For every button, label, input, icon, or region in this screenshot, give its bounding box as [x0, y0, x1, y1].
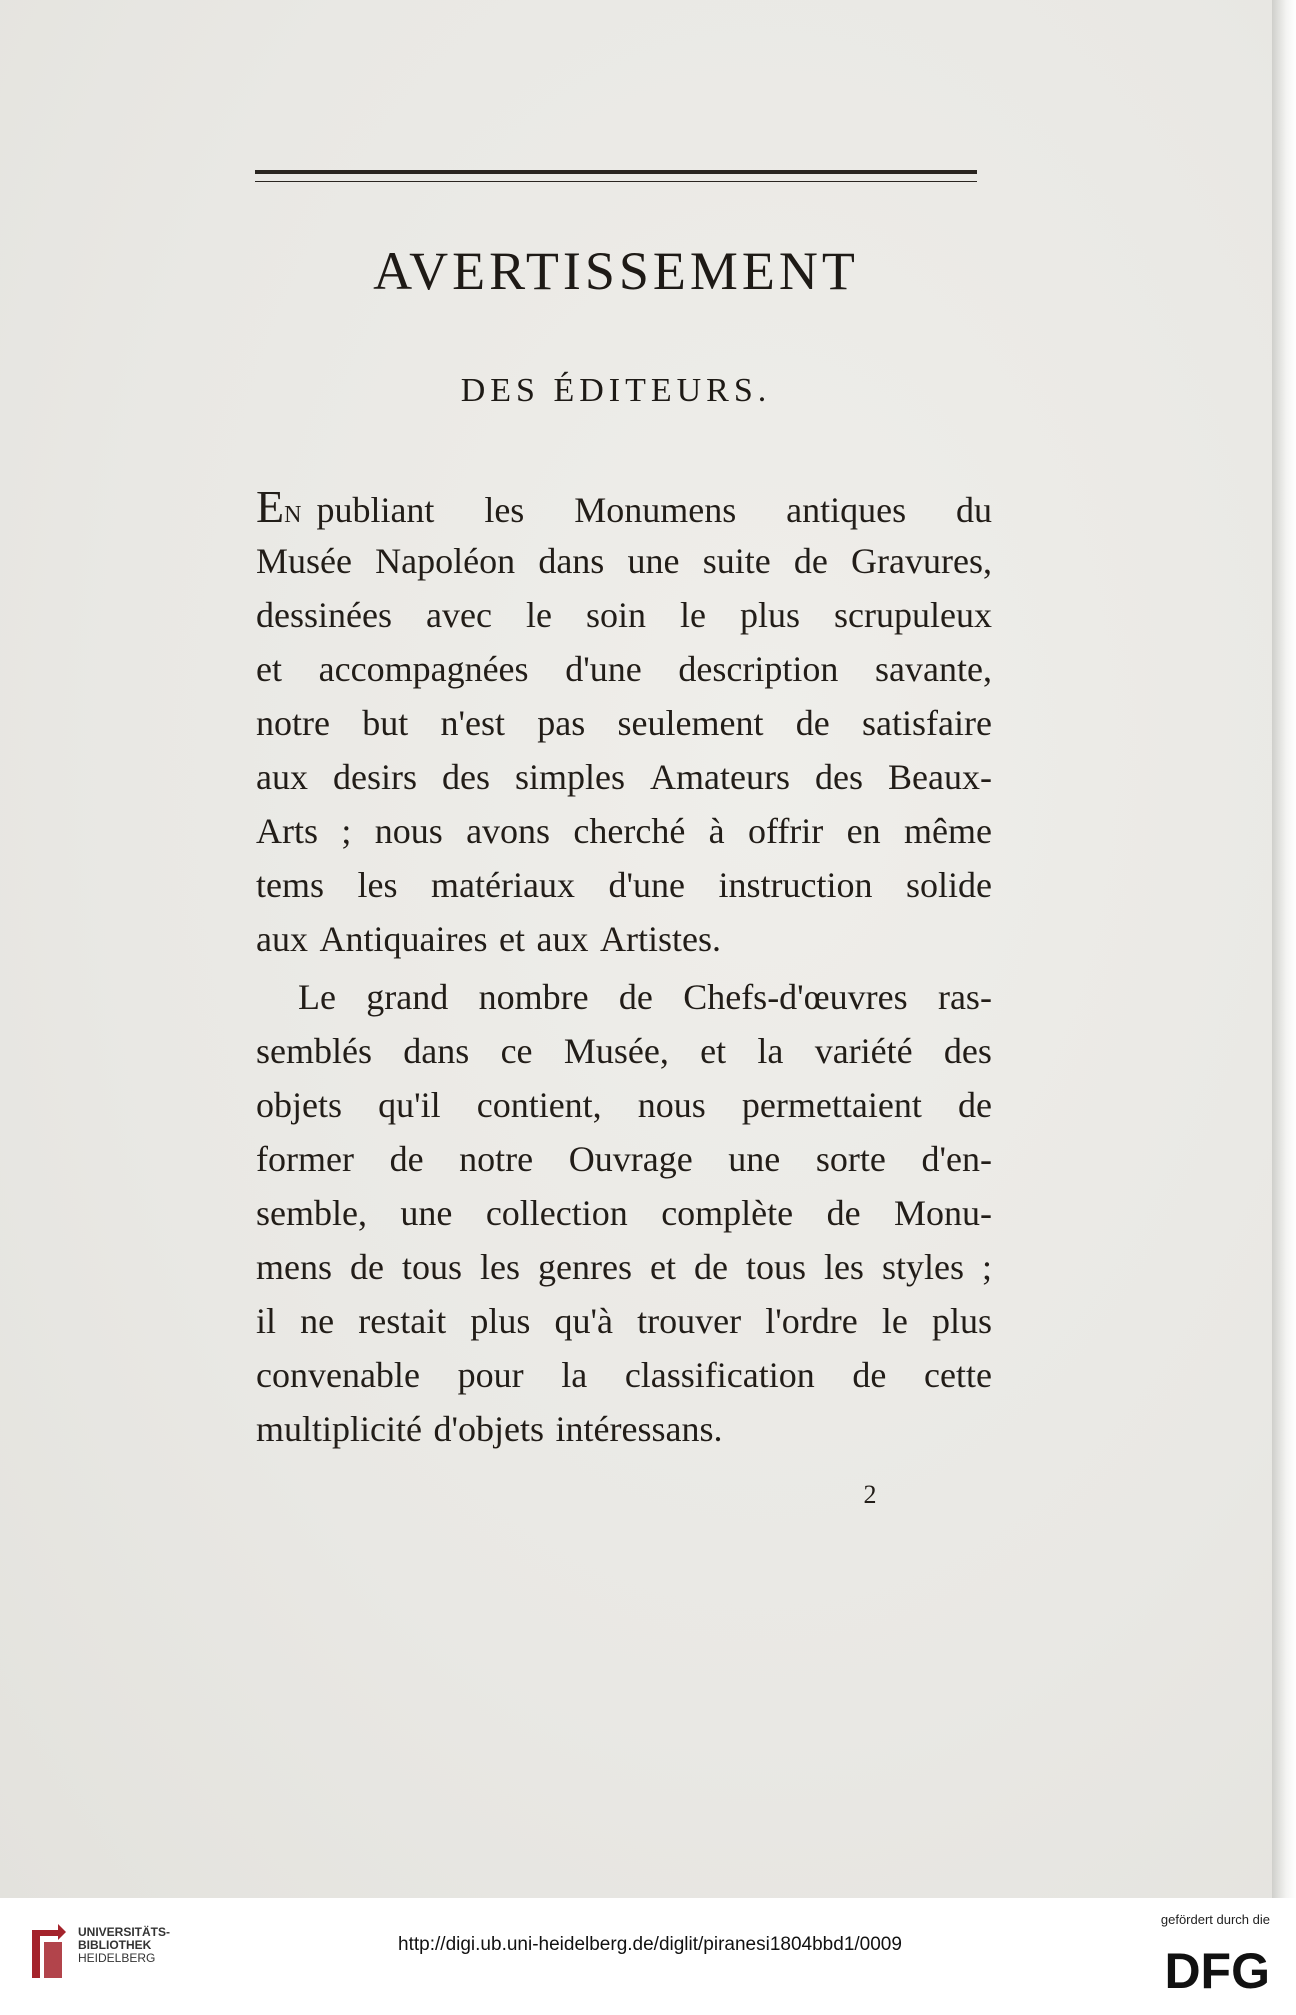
text-line	[256, 480, 992, 534]
text-line	[256, 588, 992, 642]
word: genres	[538, 1247, 632, 1287]
library-name	[78, 1926, 170, 1965]
text-line	[256, 1348, 992, 1402]
word: ce	[500, 1031, 533, 1071]
word: collection	[485, 1193, 628, 1233]
word: restait	[358, 1301, 447, 1341]
word: soin	[585, 595, 646, 635]
word: ras-	[937, 977, 992, 1017]
word: variété	[814, 1031, 913, 1071]
word: plus	[739, 595, 800, 635]
word: Monumens	[574, 490, 737, 530]
word: publiant	[316, 490, 435, 530]
text-line	[256, 750, 992, 804]
word: des	[441, 757, 490, 797]
word: notre	[459, 1139, 534, 1179]
word: offrir	[747, 811, 824, 851]
word: Arts	[256, 811, 318, 851]
word: scrupuleux	[834, 595, 992, 635]
text-line	[256, 912, 992, 966]
university-logo-icon	[28, 1922, 70, 1982]
word: matériaux	[431, 865, 575, 905]
word: d'objets	[433, 1409, 544, 1449]
word: de	[826, 1193, 861, 1233]
word: tous	[401, 1247, 462, 1287]
word: il	[256, 1301, 277, 1341]
word: une	[627, 541, 680, 581]
word: styles	[881, 1247, 964, 1287]
body-text	[256, 480, 992, 1456]
word: pour	[457, 1355, 524, 1395]
word: dans	[538, 541, 605, 581]
word: antiques	[786, 490, 907, 530]
word: d'en-	[921, 1139, 992, 1179]
word: qu'à	[554, 1301, 614, 1341]
text-line	[256, 1024, 992, 1078]
word: l'ordre	[765, 1301, 858, 1341]
text-line	[256, 858, 992, 912]
word: Ouvrage	[568, 1139, 693, 1179]
header-rule-thin	[255, 181, 977, 182]
word: Amateurs	[650, 757, 790, 797]
text-line	[256, 1402, 992, 1456]
word: Artistes.	[599, 919, 721, 959]
library-name-line: UNIVERSITÄTS-	[78, 1925, 171, 1939]
word: la	[757, 1031, 784, 1071]
header-rule-thick	[255, 170, 977, 174]
word: instruction	[718, 865, 873, 905]
word: de	[350, 1247, 384, 1287]
word: cherché	[573, 811, 686, 851]
word: plus	[931, 1301, 992, 1341]
word: les	[357, 865, 398, 905]
word: description	[678, 649, 839, 689]
word: former	[256, 1139, 354, 1179]
word: mens	[256, 1247, 332, 1287]
word: nous	[374, 811, 443, 851]
word: ;	[981, 1247, 992, 1287]
word: d'une	[608, 865, 685, 905]
word: de	[957, 1085, 992, 1125]
word: pas	[537, 703, 586, 743]
word: de	[693, 1247, 728, 1287]
word: desirs	[332, 757, 417, 797]
word: semble,	[256, 1193, 367, 1233]
word: ;	[341, 811, 352, 851]
word: dans	[403, 1031, 470, 1071]
library-name-line: HEIDELBERG	[78, 1951, 156, 1965]
word: et	[700, 1031, 727, 1071]
word: contient,	[476, 1085, 602, 1125]
word: objets	[256, 1085, 342, 1125]
word: Chefs-d'œuvres	[683, 977, 908, 1017]
word: de	[852, 1355, 887, 1395]
text-line	[256, 642, 992, 696]
word: Napoléon	[375, 541, 516, 581]
word: Le	[298, 977, 336, 1017]
word: le	[679, 595, 706, 635]
word: d'une	[565, 649, 642, 689]
word: les	[823, 1247, 864, 1287]
word: grand	[366, 977, 449, 1017]
word: satisfaire	[862, 703, 992, 743]
word: semblés	[256, 1031, 372, 1071]
word: de	[795, 703, 830, 743]
word: la	[561, 1355, 588, 1395]
word: simples	[514, 757, 625, 797]
word: aux	[536, 919, 589, 959]
word: le	[881, 1301, 908, 1341]
word: avec	[425, 595, 492, 635]
text-line	[256, 1294, 992, 1348]
small-caps: N	[284, 502, 303, 528]
word: accompagnées	[318, 649, 529, 689]
word: et	[256, 649, 282, 689]
word: Musée	[256, 541, 352, 581]
dfg-logo-icon	[1136, 1946, 1270, 1994]
word: plus	[470, 1301, 531, 1341]
word: solide	[905, 865, 992, 905]
word: dessinées	[256, 595, 392, 635]
text-line	[256, 534, 992, 588]
word: avons	[466, 811, 551, 851]
word: sorte	[815, 1139, 886, 1179]
word: aux	[256, 757, 308, 797]
word: savante,	[875, 649, 992, 689]
word: tous	[745, 1247, 806, 1287]
word: notre	[256, 703, 330, 743]
word: qu'il	[378, 1085, 441, 1125]
word: des	[814, 757, 863, 797]
word: les	[484, 490, 525, 530]
word: les	[480, 1247, 520, 1287]
word: cette	[924, 1355, 992, 1395]
word: tems	[256, 865, 324, 905]
word: de	[793, 541, 828, 581]
word: Beaux-	[887, 757, 992, 797]
word: même	[903, 811, 992, 851]
word: Musée,	[563, 1031, 669, 1071]
word: permettaient	[741, 1085, 922, 1125]
word: Antiquaires	[319, 919, 488, 959]
text-line	[256, 1078, 992, 1132]
word: but	[362, 703, 409, 743]
page-title: AVERTISSEMENT	[373, 241, 859, 301]
word: multiplicité	[256, 1409, 422, 1449]
word: du	[955, 490, 992, 530]
text-line-rest	[316, 483, 992, 537]
text-line	[256, 1132, 992, 1186]
word: à	[708, 811, 725, 851]
word: complète	[661, 1193, 794, 1233]
text-line	[256, 1240, 992, 1294]
page-edge	[1272, 0, 1296, 1898]
word: aux	[256, 919, 308, 959]
word: le	[525, 595, 552, 635]
word: de	[618, 977, 653, 1017]
text-line	[256, 804, 992, 858]
drop-cap: E	[256, 481, 285, 532]
word: ne	[300, 1301, 335, 1341]
word: trouver	[637, 1301, 742, 1341]
word: et	[649, 1247, 676, 1287]
word: Gravures,	[851, 541, 992, 581]
word: en	[846, 811, 881, 851]
word: n'est	[440, 703, 505, 743]
word: suite	[702, 541, 771, 581]
word: de	[389, 1139, 424, 1179]
text-line	[256, 970, 992, 1024]
funding-caption: gefördert durch die	[1160, 1912, 1270, 1927]
word: Monu-	[893, 1193, 992, 1233]
dfg-logo-text: DFG	[1164, 1946, 1270, 1994]
word: classification	[624, 1355, 815, 1395]
footer-bar	[0, 1898, 1296, 2015]
text-line	[256, 1186, 992, 1240]
word: et	[498, 919, 525, 959]
page-subtitle: DES ÉDITEURS.	[460, 372, 772, 409]
word: nous	[637, 1085, 706, 1125]
permalink-url[interactable]: http://digi.ub.uni-heidelberg.de/diglit/piranesi1804bbd1/0009	[398, 1934, 902, 1955]
word: des	[943, 1031, 992, 1071]
library-name-line: BIBLIOTHEK	[78, 1938, 152, 1952]
word: nombre	[478, 977, 589, 1017]
word: seulement	[617, 703, 764, 743]
signature-mark: 2	[863, 1480, 877, 1509]
word: une	[400, 1193, 453, 1233]
word: intéressans.	[555, 1409, 723, 1449]
text-line	[256, 696, 992, 750]
word: une	[728, 1139, 781, 1179]
word: convenable	[256, 1355, 420, 1395]
